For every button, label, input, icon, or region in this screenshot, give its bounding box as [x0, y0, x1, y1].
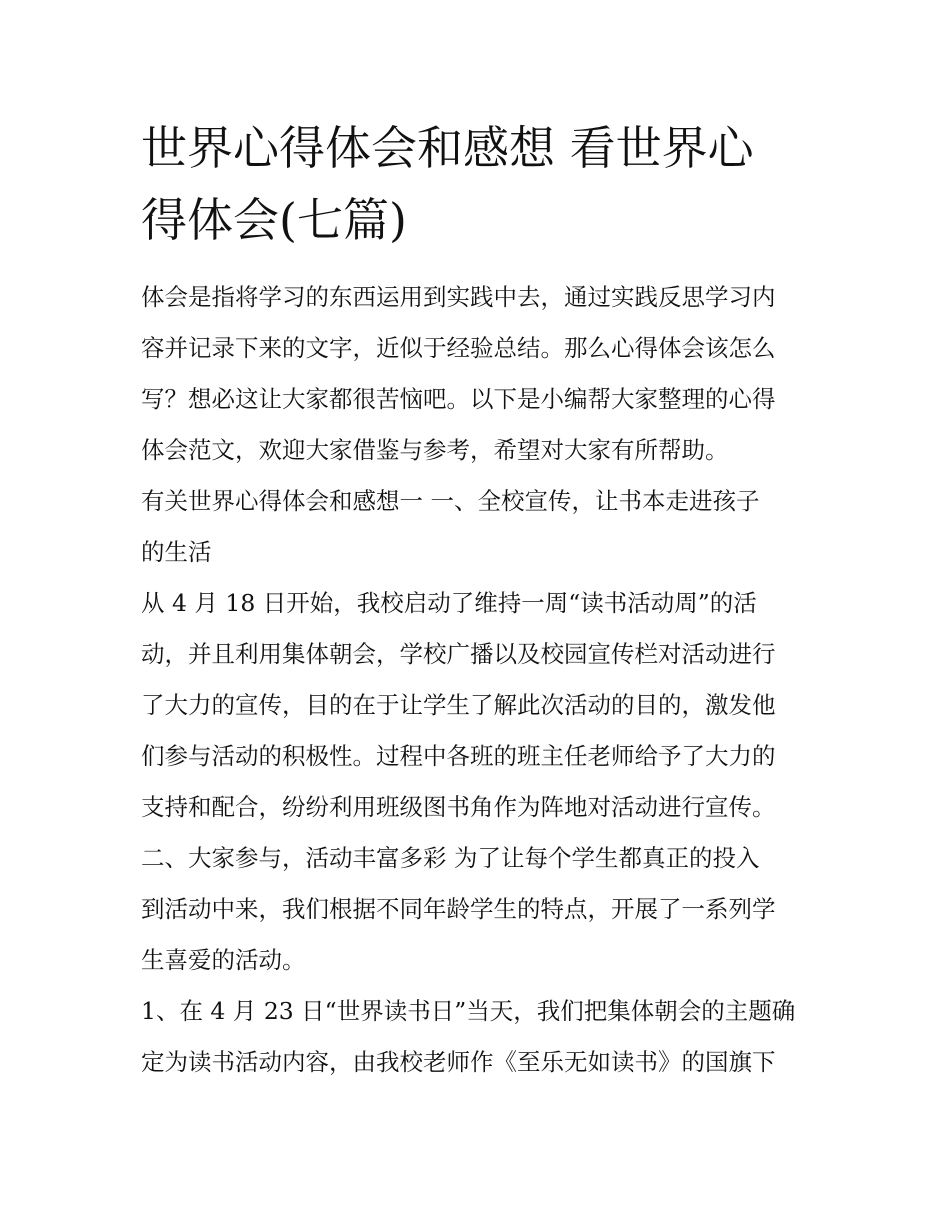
text-line: 有关世界心得体会和感想一 一、全校宣传，让书本走进孩子: [141, 487, 760, 515]
text-line: 们参与活动的积极性。过程中各班的班主任老师给予了大力的: [141, 742, 776, 770]
body-paragraph: [141, 578, 813, 833]
text-line: 的生活: [141, 538, 212, 566]
text-line: 写？想必这让大家都很苦恼吧。以下是小编帮大家整理的心得: [141, 385, 776, 413]
intro-paragraph: [141, 272, 813, 476]
text-line: 定为读书活动内容，由我校老师作《至乐无如读书》的国旗下: [141, 1048, 776, 1076]
text-line: 体会是指将学习的东西运用到实践中去，通过实践反思学习内: [141, 283, 776, 311]
text-line: 生喜爱的活动。: [141, 946, 306, 974]
section-heading-paragraph: [141, 476, 813, 578]
text-line: 1、在 4 月 23 日“世界读书日”当天，我们把集体朝会的主题确: [141, 997, 796, 1025]
body-paragraph: [141, 833, 813, 986]
text-line: 到活动中来，我们根据不同年龄学生的特点，开展了一系列学: [141, 895, 776, 923]
document-title: [141, 112, 813, 256]
title-line: 世界心得体会和感想 看世界心: [141, 121, 754, 175]
document-content: [141, 112, 813, 1088]
body-paragraph: [141, 986, 813, 1088]
text-line: 动，并且利用集体朝会，学校广播以及校园宣传栏对活动进行: [141, 640, 776, 668]
text-line: 体会范文，欢迎大家借鉴与参考，希望对大家有所帮助。: [141, 436, 729, 464]
text-line: 从 4 月 18 日开始，我校启动了维持一周“读书活动周”的活: [141, 589, 757, 617]
text-line: 容并记录下来的文字，近似于经验总结。那么心得体会该怎么: [141, 334, 776, 362]
title-line: 得体会(七篇): [141, 193, 407, 247]
text-line: 二、大家参与，活动丰富多彩 为了让每个学生都真正的投入: [141, 844, 760, 872]
text-line: 支持和配合，纷纷利用班级图书角作为阵地对活动进行宣传。: [141, 793, 776, 821]
text-line: 了大力的宣传，目的在于让学生了解此次活动的目的，激发他: [141, 691, 776, 719]
